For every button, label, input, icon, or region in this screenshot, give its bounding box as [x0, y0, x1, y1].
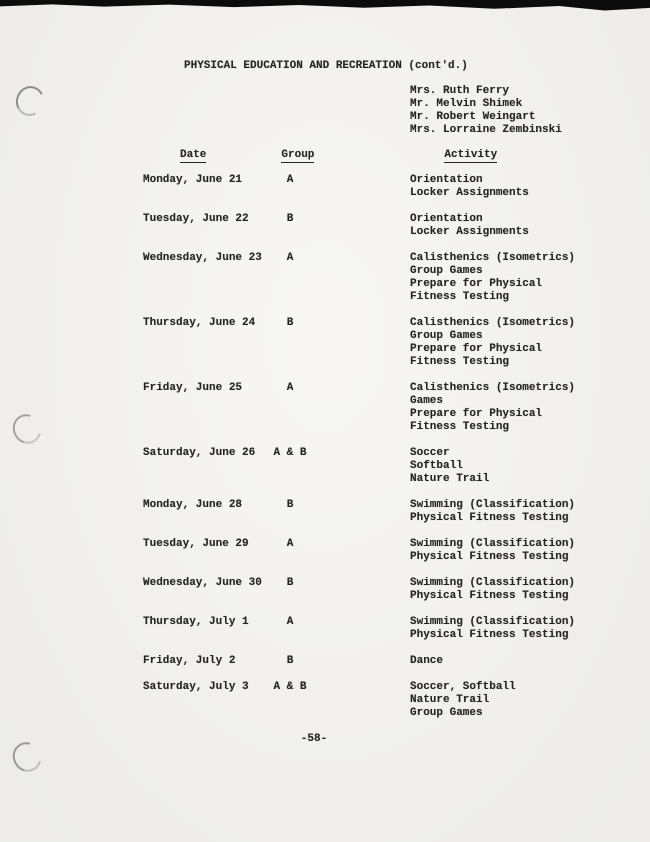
activity-line: Prepare for Physical [410, 408, 543, 420]
activity-line: Physical Fitness Testing [410, 512, 569, 524]
staff-list [410, 85, 650, 137]
row-date: Thursday, June 24 [143, 317, 256, 329]
activity-line: Swimming (Classification) [410, 499, 576, 511]
activity-line: Locker Assignments [410, 187, 529, 199]
row-activities [410, 577, 575, 603]
activity-line: Calisthenics (Isometrics) [410, 252, 576, 264]
table-row [143, 616, 650, 642]
row-group: A & B [273, 681, 307, 693]
table-row [143, 382, 650, 434]
column-header-group: Group [281, 149, 315, 161]
row-date: Tuesday, June 22 [143, 213, 249, 225]
table-row [143, 317, 650, 369]
column-header-date: Date [180, 149, 207, 161]
activity-line: Physical Fitness Testing [410, 629, 569, 641]
staff-member: Mrs. Ruth Ferry [410, 85, 510, 97]
table-header-row [0, 149, 650, 163]
activity-line: Fitness Testing [410, 421, 510, 433]
activity-line: Prepare for Physical [410, 343, 543, 355]
activity-line: Swimming (Classification) [410, 538, 576, 550]
row-group: B [286, 213, 294, 225]
row-date: Saturday, July 3 [143, 681, 249, 693]
activity-line: Swimming (Classification) [410, 577, 576, 589]
table-row [143, 655, 650, 668]
activity-line: Swimming (Classification) [410, 616, 576, 628]
row-group: A & B [273, 447, 307, 459]
activity-line: Dance [410, 655, 444, 667]
row-group: A [286, 616, 294, 628]
column-header-activity: Activity [444, 149, 498, 161]
row-group: B [286, 655, 294, 667]
activity-line: Nature Trail [410, 473, 490, 485]
row-date: Thursday, July 1 [143, 616, 249, 628]
activity-line: Locker Assignments [410, 226, 529, 238]
row-group: B [286, 499, 294, 511]
row-activities [410, 174, 529, 200]
staff-member: Mr. Melvin Shimek [410, 98, 523, 110]
row-activities [410, 499, 575, 525]
activity-line: Calisthenics (Isometrics) [410, 317, 576, 329]
activity-line: Group Games [410, 707, 483, 719]
row-activities [410, 252, 575, 304]
activity-line: Calisthenics (Isometrics) [410, 382, 576, 394]
row-date: Tuesday, June 29 [143, 538, 249, 550]
activity-line: Soccer [410, 447, 450, 459]
activity-line: Games [410, 395, 444, 407]
table-row [143, 538, 650, 564]
table-row [143, 499, 650, 525]
row-date: Wednesday, June 23 [143, 252, 262, 264]
table-row [143, 681, 650, 720]
row-activities [410, 317, 575, 369]
row-date: Monday, June 28 [143, 499, 243, 511]
table-row [143, 447, 650, 486]
activity-line: Softball [410, 460, 463, 472]
row-activities [410, 616, 575, 642]
activity-line: Orientation [410, 174, 483, 186]
page-title: PHYSICAL EDUCATION AND RECREATION (cont'd.) [184, 60, 468, 72]
row-group: A [286, 382, 294, 394]
table-row [143, 252, 650, 304]
activity-line: Soccer, Softball [410, 681, 516, 693]
table-row [143, 174, 650, 200]
row-activities [410, 447, 489, 486]
row-date: Saturday, June 26 [143, 447, 256, 459]
row-activities [410, 213, 529, 239]
row-group: B [286, 317, 294, 329]
staff-member: Mrs. Lorraine Zembinski [410, 124, 562, 136]
row-date: Friday, June 25 [143, 382, 243, 394]
activity-line: Group Games [410, 330, 483, 342]
activity-line: Orientation [410, 213, 483, 225]
activity-line: Physical Fitness Testing [410, 590, 569, 602]
row-activities [410, 681, 516, 720]
activity-line: Fitness Testing [410, 291, 510, 303]
activity-line: Nature Trail [410, 694, 490, 706]
row-date: Wednesday, June 30 [143, 577, 262, 589]
row-activities [410, 382, 575, 434]
activity-line: Prepare for Physical [410, 278, 543, 290]
table-row [143, 577, 650, 603]
row-group: A [286, 538, 294, 550]
activity-line: Group Games [410, 265, 483, 277]
page-number: -58- [300, 733, 328, 745]
schedule-table [0, 174, 650, 720]
row-group: B [286, 577, 294, 589]
row-activities [410, 538, 575, 564]
staff-member: Mr. Robert Weingart [410, 111, 536, 123]
row-date: Friday, July 2 [143, 655, 236, 667]
activity-line: Physical Fitness Testing [410, 551, 569, 563]
row-group: A [286, 174, 294, 186]
table-row [143, 213, 650, 239]
row-group: A [286, 252, 294, 264]
row-activities [410, 655, 443, 668]
row-date: Monday, June 21 [143, 174, 243, 186]
activity-line: Fitness Testing [410, 356, 510, 368]
